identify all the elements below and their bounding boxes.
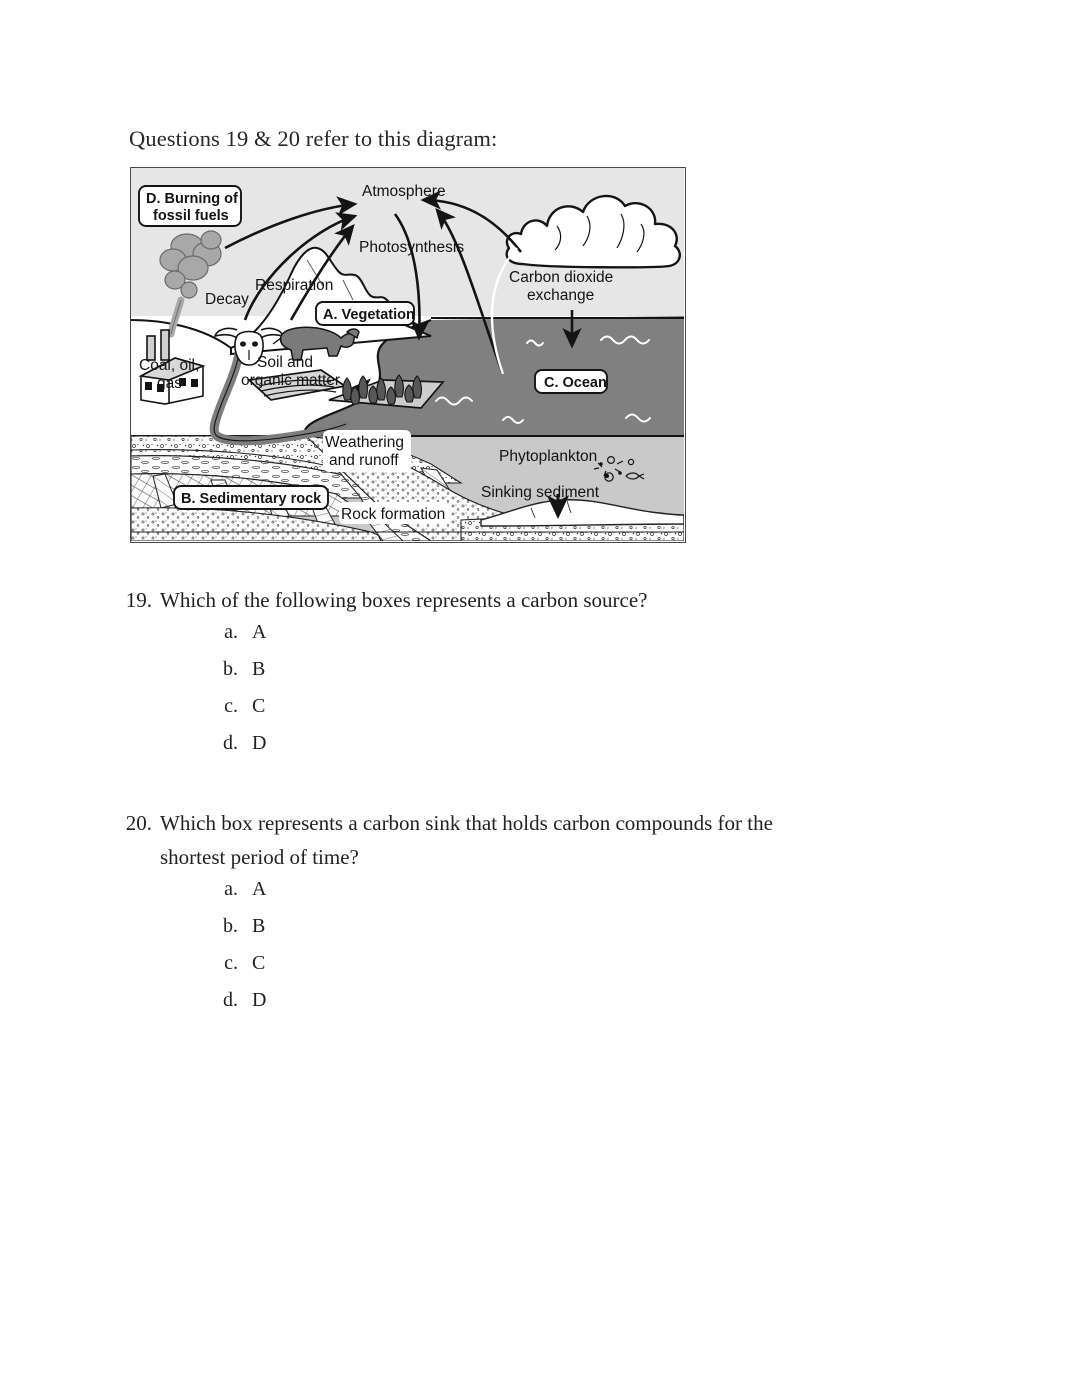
choice-option[interactable] [0,952,1080,989]
choice-value: D [252,732,267,754]
choice-option[interactable] [0,878,1080,915]
choice-letter: c. [224,952,238,974]
svg-text:organic matter: organic matter [241,372,341,389]
choice-option[interactable] [0,915,1080,952]
svg-text:Decay: Decay [205,291,249,308]
question-20-choices [0,878,1080,1026]
question-19-text: Which of the following boxes represents a carbon source? [160,588,648,612]
svg-text:Coal, oil,: Coal, oil, [139,357,200,374]
svg-text:Rock formation: Rock formation [341,506,446,523]
svg-text:Respiration: Respiration [255,277,334,294]
svg-text:Atmosphere: Atmosphere [362,183,446,200]
carbon-cycle-figure [130,167,686,543]
choice-option[interactable] [0,732,1080,769]
question-20-text-line1: Which box represents a carbon sink that holds carbon compounds for the [160,811,773,835]
choice-letter: d. [223,732,238,754]
choice-option[interactable] [0,695,1080,732]
choice-value: C [252,695,266,717]
choice-letter: d. [223,989,238,1011]
svg-text:Soil and: Soil and [257,354,314,371]
choice-letter: a. [224,621,238,643]
choice-value: A [252,878,267,900]
question-19 [0,583,1080,769]
svg-text:Photosynthesis: Photosynthesis [359,239,465,256]
choice-letter: c. [224,695,238,717]
question-20-text [160,806,773,874]
question-19-stem [0,583,1080,617]
choice-value: D [252,989,267,1011]
question-20-number: 20. [125,811,152,835]
choice-value: C [252,952,266,974]
choice-value: B [252,915,266,937]
svg-text:A. Vegetation: A. Vegetation [323,307,415,323]
svg-text:D. Burning of: D. Burning of [146,191,238,207]
svg-text:B. Sedimentary rock: B. Sedimentary rock [181,491,322,507]
choice-letter: b. [223,658,238,680]
intro-line: Questions 19 & 20 refer to this diagram: [129,126,498,151]
svg-text:Phytoplankton: Phytoplankton [499,448,598,465]
question-19-choices [0,621,1080,769]
choice-option[interactable] [0,658,1080,695]
svg-text:Sinking sediment: Sinking sediment [481,484,600,501]
question-20 [0,806,1080,1026]
svg-text:and runoff: and runoff [329,452,399,469]
svg-text:Carbon dioxide: Carbon dioxide [509,269,614,286]
question-20-stem [0,806,1080,874]
choice-letter: a. [224,878,238,900]
svg-text:fossil fuels: fossil fuels [153,208,229,224]
choice-letter: b. [223,915,238,937]
question-19-number: 19. [125,588,152,612]
question-20-text-line2: shortest period of time? [160,845,359,869]
svg-text:gas: gas [157,375,182,392]
choice-option[interactable] [0,621,1080,658]
svg-text:exchange: exchange [527,287,595,304]
svg-text:C. Ocean: C. Ocean [544,375,607,391]
choice-option[interactable] [0,989,1080,1026]
choice-value: A [252,621,267,643]
svg-text:Weathering: Weathering [325,434,404,451]
choice-value: B [252,658,266,680]
